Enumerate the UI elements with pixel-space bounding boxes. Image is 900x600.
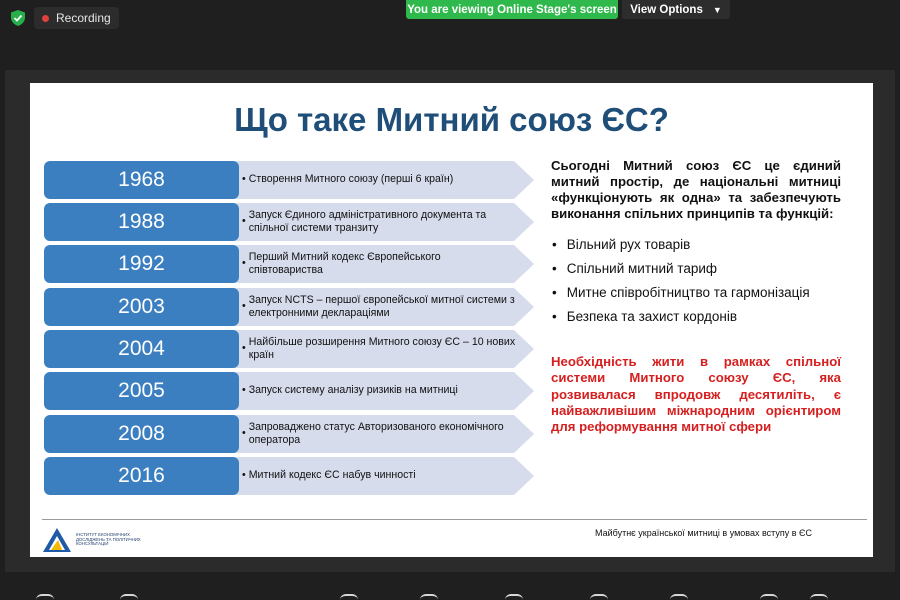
year-box: 1968 [44, 161, 239, 199]
slide-title: Що таке Митний союз ЄС? [234, 101, 669, 138]
year-box: 2003 [44, 288, 239, 326]
timeline-text: • Створення Митного союзу (перші 6 країн) [242, 161, 517, 199]
timeline-row [44, 288, 534, 326]
timeline-text: • Запуск NCTS – першої європейської митної системи з електронними деклараціями [242, 288, 517, 326]
principles-list [551, 232, 841, 328]
view-options-button[interactable] [622, 0, 730, 19]
list-item: • Спільний митний тариф [551, 256, 841, 280]
timeline-row [44, 245, 534, 283]
right-column [551, 158, 841, 435]
footer-divider [42, 519, 867, 520]
timeline-row [44, 457, 534, 495]
timeline-text: • Запуск Єдиного адміністративного документа та спільної системи транзиту [242, 203, 517, 241]
timeline-text: • Найбільше розширення Митного союзу ЄС – 10 нових країн [242, 330, 517, 368]
view-options-label: View Options [630, 3, 703, 16]
year-box: 1992 [44, 245, 239, 283]
list-item: • Безпека та захист кордонів [551, 304, 841, 328]
year-box: 2005 [44, 372, 239, 410]
year-box: 1988 [44, 203, 239, 241]
intro-paragraph: Сьогодні Митний союз ЄС це єдиний митний простір, де національні митниці «функціонують як одна» та забезпечують виконання спільних принципів та функцій: [551, 158, 841, 222]
recording-label: Recording [56, 11, 111, 25]
list-item: • Митне співробітництво та гармонізація [551, 280, 841, 304]
year-box: 2008 [44, 415, 239, 453]
logo-triangle-icon [42, 527, 72, 553]
timeline-text: • Запроваджено статус Авторизованого економічного оператора [242, 415, 517, 453]
logo-text: ІНСТИТУТ ЕКОНОМІЧНИХ ДОСЛІДЖЕНЬ ТА ПОЛІТИЧНИХ КОНСУЛЬТАЦІЙ [76, 531, 141, 547]
toolbar-cutoff [0, 592, 900, 600]
timeline-text: • Перший Митний кодекс Європейського співтовариства [242, 245, 517, 283]
timeline-row [44, 330, 534, 368]
year-box: 2004 [44, 330, 239, 368]
recording-indicator[interactable] [34, 7, 119, 29]
year-box: 2016 [44, 457, 239, 495]
timeline-row [44, 161, 534, 199]
chevron-down-icon: ▼ [712, 4, 722, 15]
timeline-row [44, 372, 534, 410]
timeline-text: • Митний кодекс ЄС набув чинності [242, 457, 517, 495]
institute-logo [42, 526, 157, 554]
list-item: • Вільний рух товарів [551, 232, 841, 256]
security-shield-icon[interactable] [9, 9, 27, 27]
slide-footer-text: Майбутнє української митниці в умовах вступу в ЄС [595, 528, 813, 538]
timeline-row [44, 203, 534, 241]
timeline-row [44, 415, 534, 453]
viewing-banner: You are viewing Online Stage's screen [406, 0, 618, 19]
timeline-text: • Запуск систему аналізу ризиків на митниці [242, 372, 517, 410]
recording-dot-icon [42, 15, 49, 22]
highlight-note: Необхідність жити в рамках спільної системи Митного союзу ЄС, яка розвивалася впродовж десятиліть, є найважливішим міжнародним орієнтиром для реформування митної сфери [551, 354, 841, 434]
presentation-slide [30, 83, 873, 557]
